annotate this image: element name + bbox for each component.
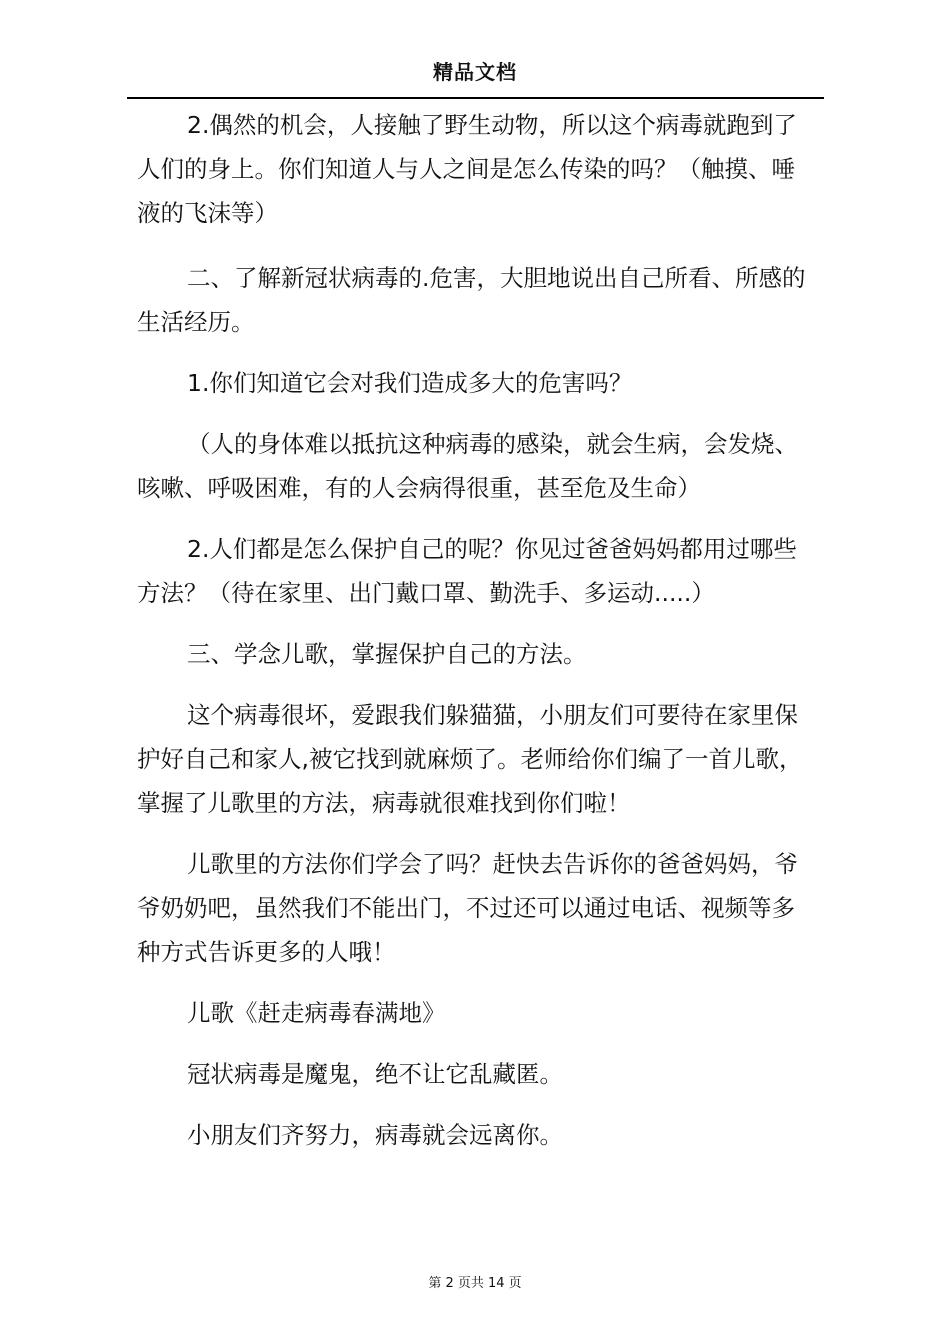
paragraph: 二、了解新冠状病毒的.危害，大胆地说出自己所看、所感的生活经历。 <box>137 264 806 336</box>
paragraph: 1.你们知道它会对我们造成多大的危害吗？ <box>187 369 633 397</box>
paragraph: 儿歌里的方法你们学会了吗？赶快去告诉你的爸爸妈妈，爷爷奶奶吧，虽然我们不能出门，不过还可以通过电话、视频等多种方式告诉更多的人哦！ <box>137 850 798 966</box>
paragraph: 2.偶然的机会，人接触了野生动物，所以这个病毒就跑到了人们的身上。你们知道人与人之间是怎么传染的吗？（触摸、唾液的飞沫等） <box>137 111 797 227</box>
paragraph: （人的身体难以抵抗这种病毒的感染，就会生病，会发烧、咳嗽、呼吸困难，有的人会病得很重，甚至危及生命） <box>137 430 798 502</box>
page-number: 第 2 页共 14 页 <box>428 1276 522 1291</box>
paragraph: 2.人们都是怎么保护自己的呢？你见过爸爸妈妈都用过哪些方法？（待在家里、出门戴口罩、勤洗手、多运动.....） <box>137 535 797 607</box>
document-body <box>137 103 817 1157</box>
song-title: 儿歌《赶走病毒春满地》 <box>187 999 446 1027</box>
section-heading: 三、学念儿歌，掌握保护自己的方法。 <box>187 640 587 668</box>
song-line: 冠状病毒是魔鬼，绝不让它乱藏匿。 <box>187 1060 563 1088</box>
song-line: 小朋友们齐努力，病毒就会远离你。 <box>187 1121 563 1149</box>
header-divider <box>127 97 824 99</box>
paragraph: 这个病毒很坏，爱跟我们躲猫猫，小朋友们可要待在家里保护好自己和家人,被它找到就麻烦了。老师给你们编了一首儿歌，掌握了儿歌里的方法，病毒就很难找到你们啦！ <box>137 701 803 817</box>
page-header-title: 精品文档 <box>433 60 517 84</box>
